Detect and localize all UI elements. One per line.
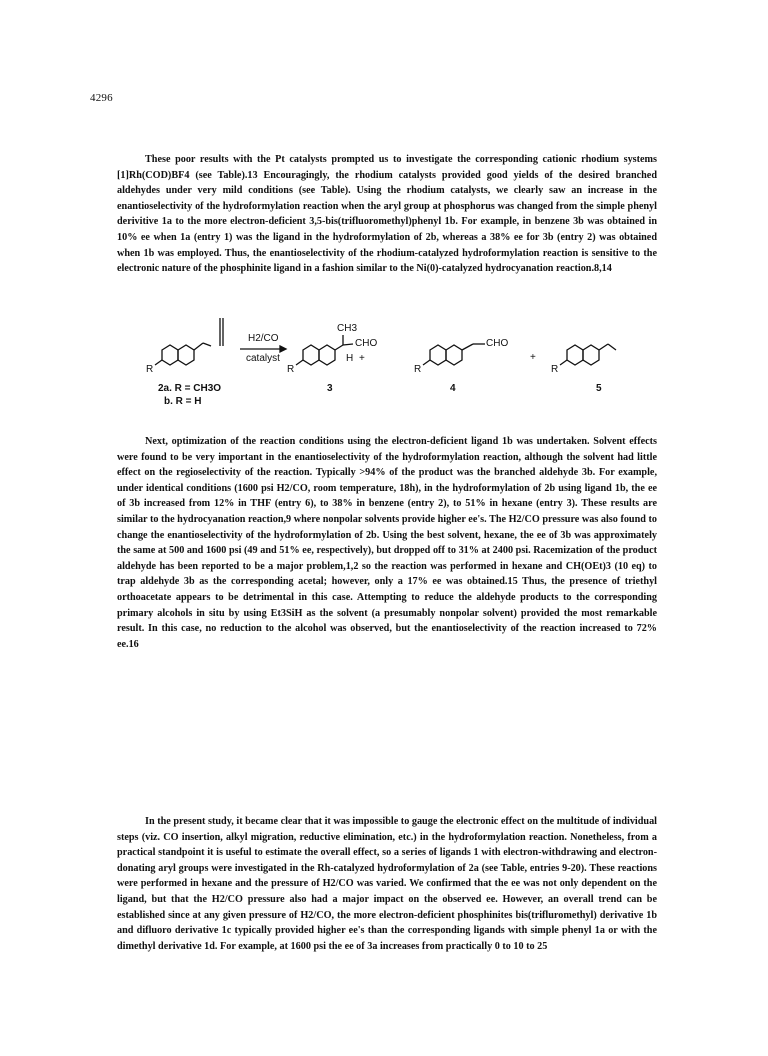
label-3: 3 [327, 383, 333, 394]
reagent-bottom: catalyst [246, 353, 280, 364]
h-label: H [346, 353, 354, 364]
paragraph-1: These poor results with the Pt catalysts prompted us to investigate the corresponding cationic rhodium systems [1]Rh(COD)BF4 (see Table).13 Encouragingly, the rhodium catalysts provided good yields of the desired branched aldehydes under very mild conditions (see Table). Using the rhodium catalysts, we clearly saw an increase in the enantioselectivity of the hydroformylation reaction when the aryl group at phosphorus was changed from the simple phenyl derivitive 1a to the more electron-deficient 3,5-bis(trifluoromethyl)phenyl 1b. For example, in benzene 3b was obtained in 10% ee when 1a (entry 1) was the ligand in the hydroformylation of 2b, whereas a 38% ee for 3b (entry 2) was obtained when 1b was employed. Thus, the enantioselectivity of the rhodium-catalyzed hydroformylation reaction is sensitive to the electronic nature of the phosphinite ligand in a fashion similar to the Ni(0)-catalyzed hydrocyanation reaction.8,14 [117, 154, 657, 275]
page-number: 4296 [90, 92, 113, 104]
label-4: 4 [450, 383, 456, 394]
compound-3-structure [296, 335, 353, 365]
reagent-top: H2/CO [248, 333, 279, 344]
label-5: 5 [596, 383, 602, 394]
compound-4-structure [423, 344, 485, 365]
paragraph-3: In the present study, it became clear that it was impossible to gauge the electronic effect on the multitude of individual steps (viz. CO insertion, alkyl migration, reductive elimination, etc.) in the hydroformylation reaction. Nonetheless, from a practical standpoint it is useful to estimate the overall effect, so a series of ligands 1 with electron-withdrawing and electron-donating aryl groups were investigated in the Rh-catalyzed hydroformylation of 2a (see Table, entries 9-20). These reactions were performed in hexane and the pressure of H2/CO was varied. We confirmed that the ee was not only dependent on the ligand, but that the H2/CO pressure also had a major impact on the observed ee. However, an overall trend can be established since at any given pressure of H2/CO, the more electron-deficient phosphinites bis(trifluromethyl) derivative 1b and difluoro derivative 1c typically provided higher ee's than the corresponding ligands with simple phenyl 1a or with the dimethyl derivative 1d. For example, at 1600 psi the ee of 3a increases from practically 0 to 10 to 25 [117, 816, 657, 952]
compound-5-structure [560, 344, 616, 365]
label-2b: b. R = H [164, 396, 202, 407]
plus-2: + [530, 352, 536, 363]
r-label-2: R [146, 364, 154, 375]
r-label-3: R [287, 364, 295, 375]
plus-1: + [359, 353, 365, 364]
r-label-4: R [414, 364, 422, 375]
methyl-label: CH3 [337, 323, 358, 334]
label-2a: 2a. R = CH3O [158, 383, 222, 394]
paragraph-2: Next, optimization of the reaction conditions using the electron-deficient ligand 1b was undertaken. Solvent effects were found to be very important in the enantioselectivity of the hydroformylation reaction, although the solvent had little effect on the regioselectivity of the reaction. Typically >94% of the product was the branched aldehyde 3b. For example, under identical conditions (1600 psi H2/CO, room temperature, 18h), in the hydroformylation of 2b using ligand 1b, the ee of 3b increased from 12% in THF (entry 6), to 38% in benzene (entry 2), to 51% in hexane (entry 3). These results are similar to the hydrocyanation reaction,9 where nonpolar solvents provide higher ee's. The H2/CO pressure was also found to change the enantioselectivity of the hydroformylation of 2b. Using the best solvent, hexane, the ee of 3b was approximately the same at 500 and 1600 psi (49 and 51% ee, respectively), but dropped off to 31% at 2400 psi. Racemization of the product aldehyde has been reported to be a major problem,1,2 so the reaction was performed in hexane and CH(OEt)3 (10 eq) to trap aldehyde 3b as the corresponding acetal; however, only a 17% ee was obtained.15 Thus, the presence of triethyl orthoacetate appears to be detrimental in this case. Attempting to reduce the aldehyde products to the corresponding primary alcohols in situ by using Et3SiH as the solvent (a presumably nonpolar solvent) provided the most remarkable result. In this case, no reduction to the alcohol was observed, but the enantioselectivity of the reaction increased to 72% ee.16 [117, 436, 657, 650]
cho-label-4: CHO [486, 338, 509, 349]
cho-label-3: CHO [355, 338, 378, 349]
compound-2-structure [155, 318, 223, 365]
reaction-scheme [140, 288, 660, 418]
r-label-5: R [551, 364, 559, 375]
